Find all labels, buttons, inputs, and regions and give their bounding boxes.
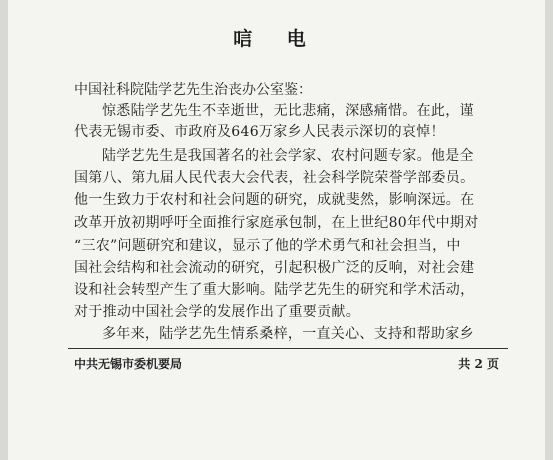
body-line: 国第八、第九届人民代表大会代表，社会科学院荣誉学部委员。 <box>74 170 475 186</box>
body-line: 改革开放初期呼吁全面推行家庭承包制，在上世纪80年代中期对 <box>74 215 479 231</box>
body-line: 他一生致力于农村和社会问题的研究，成就斐然，影响深远。在 <box>74 192 475 208</box>
body-line: 对于推动中国社会学的发展作出了重要贡献。 <box>74 304 360 320</box>
scan-edge-left <box>0 0 8 460</box>
document-title: 唁 电 <box>233 28 320 50</box>
scan-edge-right <box>545 0 553 460</box>
footer-issuer: 中共无锡市委机要局 <box>74 357 183 371</box>
footer-page-count: 共 2 页 <box>458 357 499 371</box>
footer-divider <box>68 348 508 349</box>
body-line: 国社会结构和社会流动的研究，引起积极广泛的反响，对社会建 <box>74 260 475 276</box>
body-line: 代表无锡市委、市政府及646万家乡人民表示深切的哀悼！ <box>74 124 445 140</box>
salutation: 中国社科院陆学艺先生治丧办公室鉴： <box>74 82 312 98</box>
body-line: 多年来，陆学艺先生情系桑梓，一直关心、支持和帮助家乡 <box>102 326 474 342</box>
body-line: 设和社会转型产生了重大影响。陆学艺先生的研究和学术活动， <box>74 282 475 298</box>
body-line: 惊悉陆学艺先生不幸逝世，无比悲痛，深感痛惜。在此，谨 <box>102 103 474 119</box>
body-line: 陆学艺先生是我国著名的社会学家、农村问题专家。他是全 <box>102 148 474 164</box>
body-line: “三农”问题研究和建议，显示了他的学术勇气和社会担当，中 <box>74 238 461 254</box>
